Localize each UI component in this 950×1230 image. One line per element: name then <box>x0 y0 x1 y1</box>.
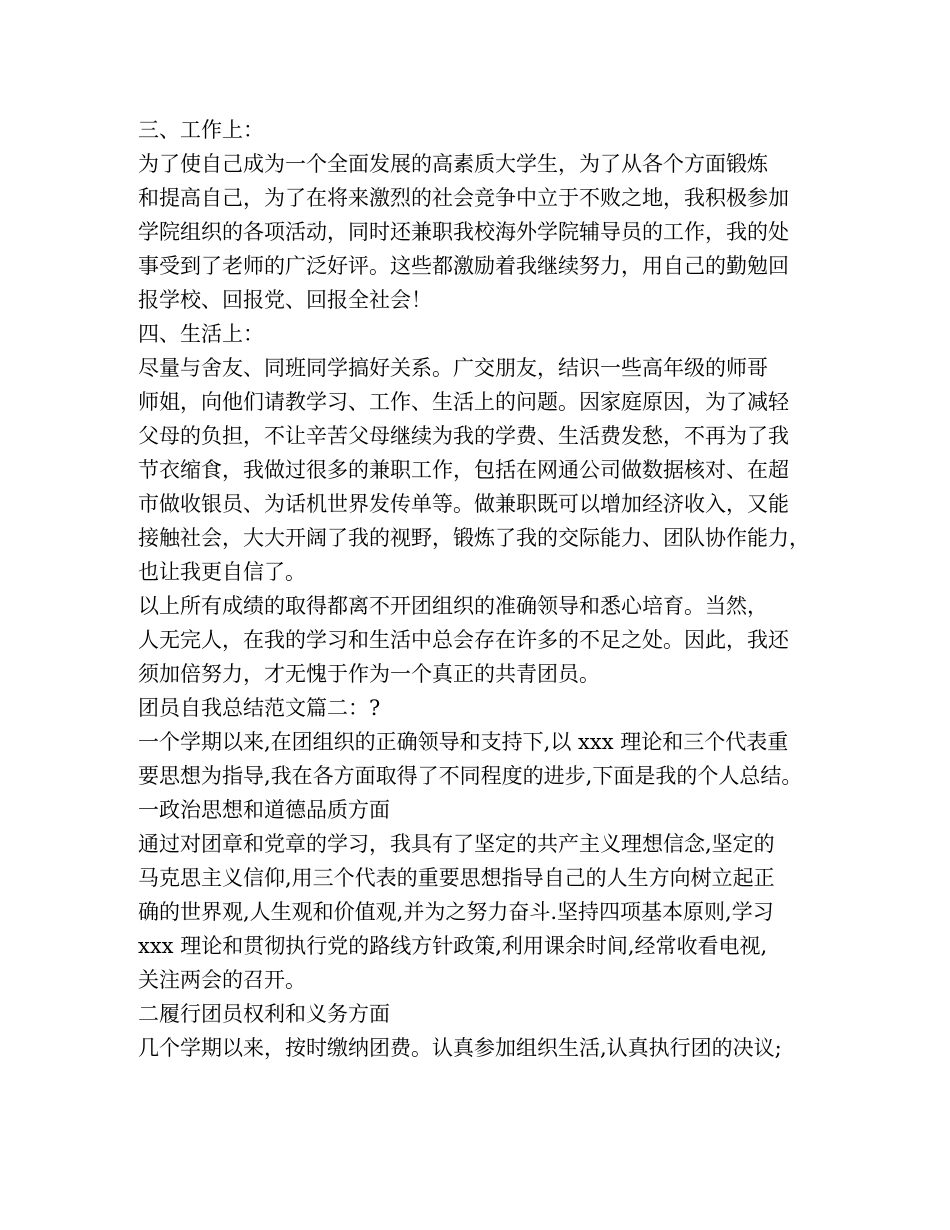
section-heading-life: 四、生活上： <box>138 322 264 346</box>
paragraph-line: 市做收银员、为话机世界发传单等。做兼职既可以增加经济收入，又能 <box>138 492 789 516</box>
paragraph-line: 事受到了老师的广泛好评。这些都激励着我继续努力，用自己的勤勉回 <box>138 254 789 278</box>
paragraph-line: 父母的负担，不让辛苦父母继续为我的学费、生活费发愁，不再为了我 <box>138 424 789 448</box>
paragraph-line: 要思想为指导,我在各方面取得了不同程度的进步,下面是我的个人总结。 <box>138 764 803 788</box>
article-title-part-two: 团员自我总结范文篇二：? <box>138 696 381 720</box>
paragraph-line: 通过对团章和党章的学习，我具有了坚定的共产主义理想信念,坚定的 <box>138 832 775 856</box>
section-heading-politics: 一政治思想和道德品质方面 <box>138 798 390 822</box>
paragraph-line: 一个学期以来,在团组织的正确领导和支持下,以 xxx 理论和三个代表重 <box>138 730 789 754</box>
paragraph-line: 确的世界观,人生观和价值观,并为之努力奋斗.坚持四项基本原则,学习 <box>138 900 774 924</box>
paragraph-line: 关注两会的召开。 <box>138 968 306 992</box>
paragraph-line: 也让我更自信了。 <box>138 560 306 584</box>
paragraph-line: 马克思主义信仰,用三个代表的重要思想指导自己的人生方向树立起正 <box>138 866 775 890</box>
paragraph-line: 尽量与舍友、同班同学搞好关系。广交朋友，结识一些高年级的师哥 <box>138 356 768 380</box>
paragraph-line: 学院组织的各项活动，同时还兼职我校海外学院辅导员的工作，我的处 <box>138 220 789 244</box>
paragraph-line: 节衣缩食，我做过很多的兼职工作，包括在网通公司做数据核对、在超 <box>138 458 789 482</box>
paragraph-line: 几个学期以来，按时缴纳团费。认真参加组织生活,认真执行团的决议; <box>138 1036 782 1060</box>
paragraph-line: 师姐，向他们请教学习、工作、生活上的问题。因家庭原因，为了减轻 <box>138 390 789 414</box>
paragraph-line: 接触社会，大大开阔了我的视野，锻炼了我的交际能力、团队协作能力， <box>138 526 810 550</box>
paragraph-line: xxx 理论和贯彻执行党的路线方针政策,利用课余时间,经常收看电视, <box>138 934 768 958</box>
section-heading-rights: 二履行团员权利和义务方面 <box>138 1002 390 1026</box>
section-heading-work: 三、工作上： <box>138 118 264 142</box>
paragraph-line: 和提高自己，为了在将来激烈的社会竞争中立于不败之地，我积极参加 <box>138 186 789 210</box>
paragraph-line: 须加倍努力，才无愧于作为一个真正的共青团员。 <box>138 662 600 686</box>
paragraph-line: 人无完人，在我的学习和生活中总会存在许多的不足之处。因此，我还 <box>138 628 789 652</box>
paragraph-line: 为了使自己成为一个全面发展的高素质大学生，为了从各个方面锻炼 <box>138 152 768 176</box>
paragraph-line: 以上所有成绩的取得都离不开团组织的准确领导和悉心培育。当然， <box>138 594 768 618</box>
paragraph-line: 报学校、回报党、回报全社会！ <box>138 288 432 312</box>
